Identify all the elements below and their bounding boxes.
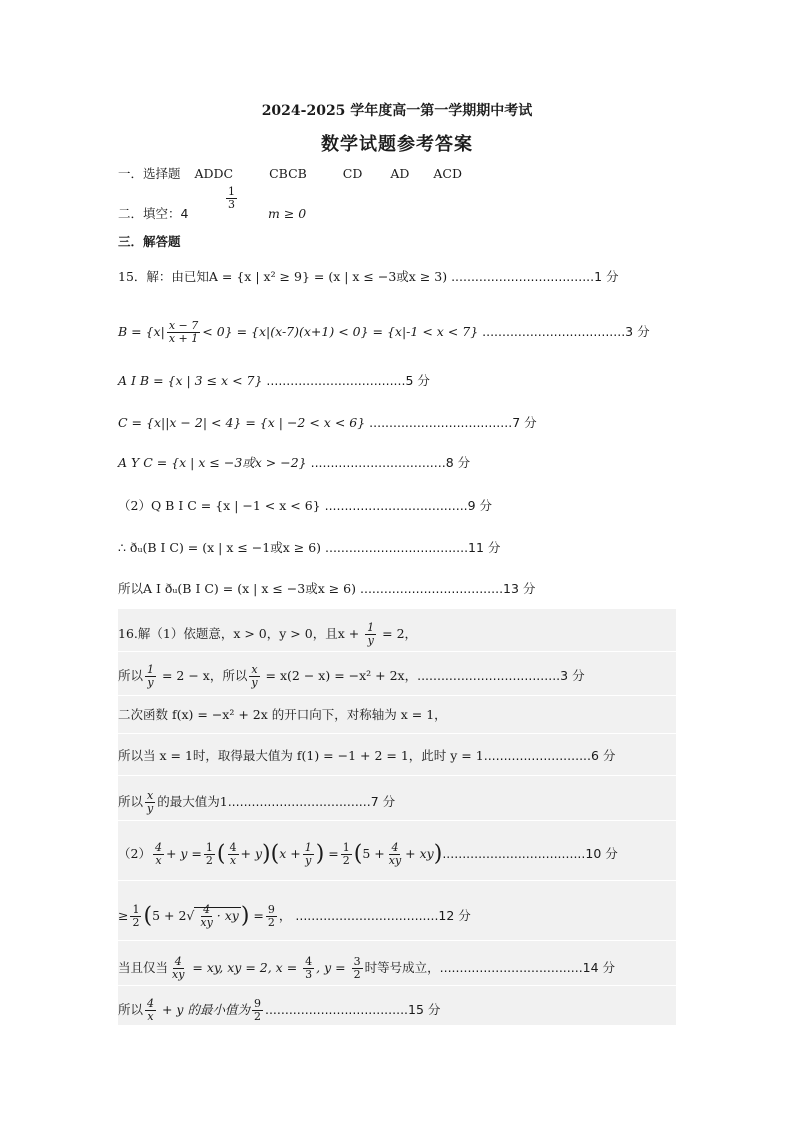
q15-line3-text: A I B = {x | 3 ≤ x < 7} <box>118 373 267 388</box>
row-divider <box>118 880 676 881</box>
answer-key-title: 数学试题参考答案 <box>321 134 473 155</box>
q15-line8 <box>118 581 535 597</box>
q16-line5-text: 的最大值为1 <box>157 794 228 809</box>
q15-line1-text: 15．解：由已知A = {x | x² ≥ 9} = (x | x ≤ −3或x ≥ 3) <box>118 269 452 284</box>
q16-line4 <box>118 748 615 764</box>
q16-line2-mid: = 2 − x，所以 <box>158 668 248 683</box>
q16-line9-start: 所以 <box>118 1002 144 1017</box>
q16-line5-start: 所以 <box>118 794 144 809</box>
q16-line9-mid: + y 的最小值为 <box>158 1002 250 1017</box>
fraction-numerator: x <box>147 789 154 802</box>
row-divider <box>118 985 676 986</box>
q16-line9: 所以 $\frac{4}{x}$ + y 的最小值为 $\frac{9}{2}$ ....................................15 分 <box>118 997 441 1023</box>
q16-line9-points: ....................................15 分 <box>264 1002 441 1017</box>
q15-line4-text: C = {x||x − 2| < 4} = {x | −2 < x < 6} <box>118 415 370 430</box>
row-divider <box>118 820 676 821</box>
q16-line6-formula: $\frac{4}{x}$ + y = $\frac{1}{2}$ ( $\frac{4}{x}$ + y)(x + $\frac{1}{y}$ ) = $\frac{1}{2}$ (5 + $\frac{4}{xy}$ + xy) <box>154 841 443 867</box>
answer-group: CBCB <box>269 166 307 181</box>
q16-line3 <box>118 707 447 723</box>
answer-group: CD <box>342 166 363 181</box>
answer-group: AD <box>390 166 410 181</box>
q15-line4 <box>118 415 537 431</box>
row-divider <box>118 940 676 941</box>
row-divider <box>118 733 676 734</box>
q15-line4-points: ....................................7 分 <box>369 415 537 430</box>
row-divider <box>118 651 676 652</box>
fraction-numerator: 1 <box>228 185 235 198</box>
q15-line2-end: < 0} = {x|(x-7)(x+1) < 0} = {x|-1 < x < 7} <box>202 324 483 339</box>
q16-line5-points: ....................................7 分 <box>227 794 396 809</box>
section2-label <box>118 206 188 222</box>
q15-line6-text: （2）Q B I C = {x | −1 < x < 6} <box>118 498 325 513</box>
q15-line2-points: ....................................3 分 <box>482 324 650 339</box>
fill-blank-fraction <box>224 186 239 211</box>
q15-line7-points: ....................................11 分 <box>325 540 501 555</box>
q15-line2-numerator: x − 7 <box>168 319 199 332</box>
q15-line2-start: B = {x| <box>118 324 165 339</box>
q16-line4-text: 所以当 x = 1时，取得最大值为 f(1) = −1 + 2 = 1，此时 y = 1 <box>118 748 484 763</box>
q16-line1-text: 16.解（1）依题意，x > 0，y > 0，且x + <box>118 626 364 641</box>
fraction-denominator: y <box>147 676 154 689</box>
fraction-denominator: y <box>367 634 374 647</box>
q15-line1-points: ....................................1 分 <box>451 269 619 284</box>
exam-title: 2024-2025 学年度高一第一学期期中考试 <box>261 103 533 119</box>
q15-line6-points: ....................................9 分 <box>324 498 493 513</box>
q16-line2-end: = x(2 − x) = −x² + 2x， <box>261 668 418 683</box>
q16-line6-start: （2） <box>118 846 151 861</box>
q15-line7 <box>118 540 500 556</box>
answer-group: ADDC <box>194 166 234 181</box>
answer-group: ACD <box>433 166 463 181</box>
row-divider <box>118 775 676 776</box>
q16-line8-mid2: , y = <box>316 960 350 975</box>
q16-line6 <box>118 842 618 867</box>
q15-line1 <box>118 269 619 285</box>
q16-line8: 当且仅当 $\frac{4}{xy}$ = xy, xy = 2, x = $\frac{4}{3}$ , y = $\frac{3}{2}$ 时等号成立，....................................14 分 <box>118 955 616 981</box>
section1-line <box>118 166 462 182</box>
q16-line8-points: ....................................14 分 <box>439 960 616 975</box>
q16-line4-points: ...........................6 分 <box>483 748 616 763</box>
q16-line7-formula: ≥ $\frac{1}{2}$ (5 + 2√ $\frac{4}{xy}$ · xy) = $\frac{9}{2}$ ， <box>118 903 296 929</box>
q16-line2-start: 所以 <box>118 668 144 683</box>
q15-line8-points: ....................................13 分 <box>360 581 536 596</box>
fraction-numerator: 1 <box>147 663 155 676</box>
q16-line2-points: ....................................3 分 <box>417 668 585 683</box>
fraction-numerator: x <box>251 663 258 676</box>
fraction-denominator: y <box>251 676 258 689</box>
q16-line8-end: 时等号成立， <box>364 960 440 975</box>
q16-line3-text: 二次函数 f(x) = −x² + 2x 的开口向下，对称轴为 x = 1， <box>118 707 447 722</box>
section3-label: 三．解答题 <box>118 234 181 249</box>
fraction-denominator: y <box>147 802 154 815</box>
q16-line7 <box>118 904 471 929</box>
section1-label: 一．选择题 <box>118 166 181 181</box>
q15-line6 <box>118 498 492 514</box>
q15-line5-text: A Y C = {x | x ≤ −3或x > −2} <box>118 455 311 470</box>
q15-line5 <box>118 455 470 471</box>
q15-line2-denominator: x + 1 <box>168 332 199 345</box>
q16-line1 <box>118 622 417 647</box>
fill-blank-label: 二．填空：4 <box>118 206 189 221</box>
q15-line5-points: ..................................8 分 <box>310 455 471 470</box>
q16-line8-start: 当且仅当 <box>118 960 169 975</box>
q15-line3-points: ...................................5 分 <box>266 373 430 388</box>
q16-line5 <box>118 790 395 815</box>
q16-line1-end: = 2， <box>378 626 418 641</box>
row-divider <box>118 695 676 696</box>
q15-line7-text: ∴ ðᵤ(B I C) = (x | x ≤ −1或x ≥ 6) <box>118 540 326 555</box>
fraction-denominator: 3 <box>228 198 235 211</box>
fraction-numerator: 1 <box>367 621 375 634</box>
q15-line3 <box>118 373 430 389</box>
q15-line8-text: 所以A I ðᵤ(B I C) = (x | x ≤ −3或x ≥ 6) <box>118 581 360 596</box>
q16-line6-points: ....................................10 分 <box>442 846 618 861</box>
fill-blank-third: m ≥ 0 <box>268 206 307 221</box>
q15-line2 <box>118 320 650 345</box>
q16-line2 <box>118 664 585 689</box>
q16-line8-mid: = xy, xy = 2, x = <box>188 960 302 975</box>
q16-line7-points: ....................................12 分 <box>295 908 471 923</box>
